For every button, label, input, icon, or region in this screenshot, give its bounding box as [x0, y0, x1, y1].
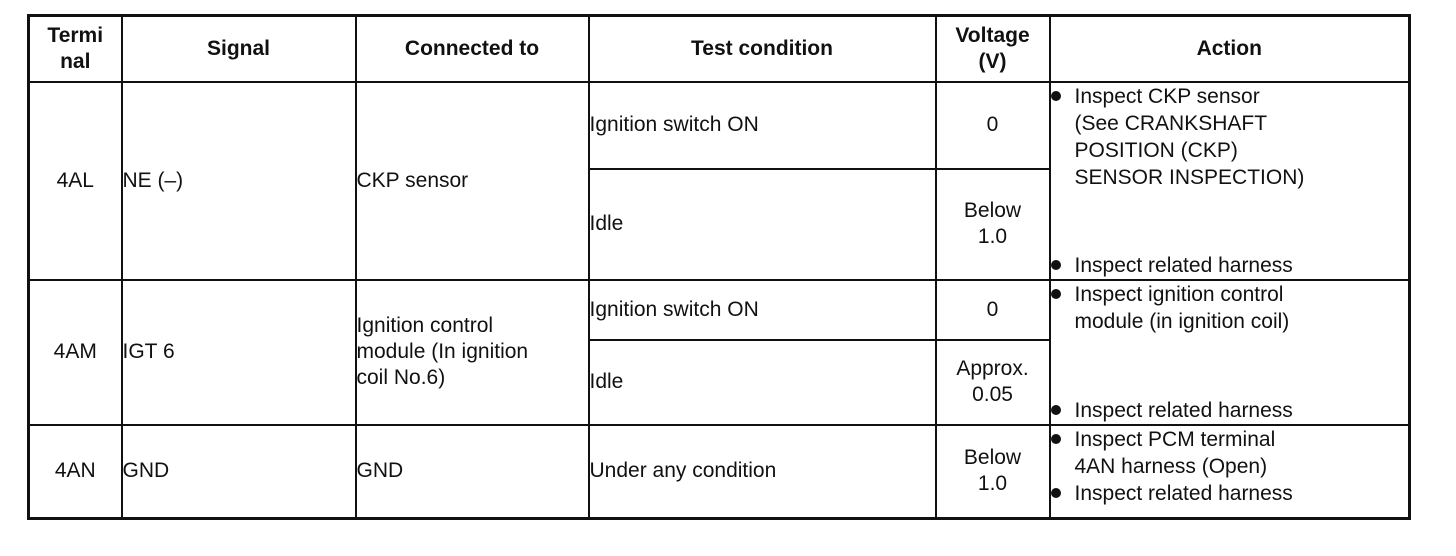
action-item: Inspect related harness — [1051, 252, 1409, 279]
test-condition-cell: Idle — [589, 169, 936, 280]
header-action: Action — [1050, 16, 1410, 82]
test-condition-cell: Ignition switch ON — [589, 82, 936, 169]
table-row — [29, 280, 1410, 340]
voltage-cell: 0 — [936, 82, 1050, 169]
table-row — [29, 425, 1410, 519]
bullet-icon — [1051, 434, 1061, 444]
header-test-condition: Test condition — [589, 16, 936, 82]
signal-cell: NE (–) — [122, 82, 356, 280]
test-condition-cell: Under any condition — [589, 425, 936, 519]
header-row — [29, 16, 1410, 82]
connected-to-cell: CKP sensor — [356, 82, 589, 280]
voltage-cell: 0 — [936, 280, 1050, 340]
voltage-cell: Approx. 0.05 — [936, 340, 1050, 425]
table-row — [29, 82, 1410, 169]
action-cell — [1050, 425, 1410, 519]
action-cell — [1050, 280, 1410, 425]
bullet-icon — [1051, 488, 1061, 498]
voltage-cell: Below 1.0 — [936, 169, 1050, 280]
terminal-spec-sheet — [27, 14, 1408, 517]
terminal-spec-table — [27, 14, 1411, 520]
action-item: Inspect related harness — [1051, 397, 1409, 424]
signal-cell: GND — [122, 425, 356, 519]
terminal-cell: 4AM — [29, 280, 122, 425]
voltage-cell: Below 1.0 — [936, 425, 1050, 519]
action-item: Inspect CKP sensor (See CRANKSHAFT POSITION (CKP) SENSOR INSPECTION) — [1051, 83, 1409, 191]
action-item: Inspect related harness — [1051, 480, 1409, 507]
test-condition-cell: Ignition switch ON — [589, 280, 936, 340]
connected-to-cell: Ignition control module (In ignition coil No.6) — [356, 280, 589, 425]
bullet-icon — [1051, 289, 1061, 299]
terminal-cell: 4AL — [29, 82, 122, 280]
action-item: Inspect PCM terminal 4AN harness (Open) — [1051, 426, 1409, 480]
action-cell — [1050, 82, 1410, 280]
bullet-icon — [1051, 91, 1061, 101]
test-condition-cell: Idle — [589, 340, 936, 425]
action-item: Inspect ignition control module (in ignition coil) — [1051, 281, 1409, 335]
bullet-icon — [1051, 405, 1061, 415]
header-voltage: Voltage (V) — [936, 16, 1050, 82]
header-signal: Signal — [122, 16, 356, 82]
header-connected-to: Connected to — [356, 16, 589, 82]
terminal-cell: 4AN — [29, 425, 122, 519]
connected-to-cell: GND — [356, 425, 589, 519]
header-terminal: Termi nal — [29, 16, 122, 82]
bullet-icon — [1051, 260, 1061, 270]
signal-cell: IGT 6 — [122, 280, 356, 425]
